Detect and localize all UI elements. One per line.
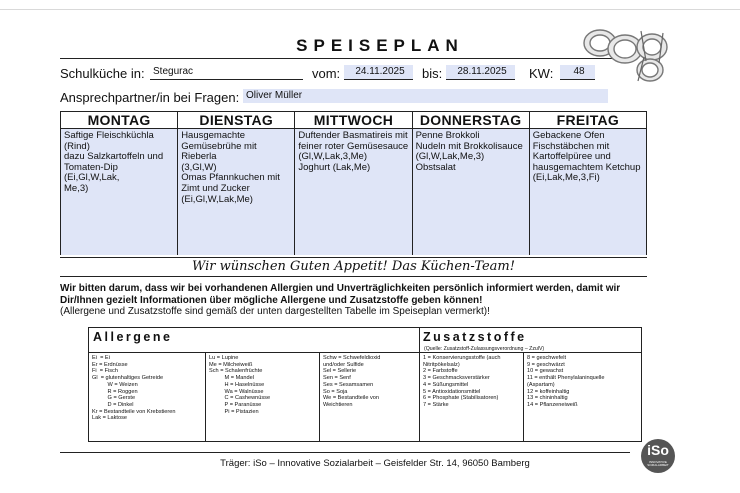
- allergy-notice: [60, 283, 660, 318]
- motto-banner: Wir wünschen Guten Appetit! Das Küchen-Team!: [60, 257, 647, 277]
- page-title: SPEISEPLAN: [296, 36, 464, 55]
- day-header-wednesday: MITTWOCH: [295, 112, 412, 129]
- day-header-thursday: DONNERSTAG: [412, 112, 529, 129]
- kitchen-field[interactable]: Stegurac: [150, 65, 303, 80]
- legend-box: [88, 327, 642, 442]
- iso-logo-text: iSo: [647, 442, 669, 458]
- additives-col-2: 8 = geschwefelt 9 = geschwärzt 10 = gewachst 11 = enthält Phenylalaninquelle (Aspartam) 12 = koffeinhaltig 13 = chininhaltig 14 = Pflanzeneiweiß: [527, 355, 605, 408]
- allergens-col-1: Ei = Ei Er = Erdnüsse Fi = Fisch Gl = glutenhaltiges Getreide W = Weizen R = Roggen G = Gerste D = Dinkel Kr = Bestandteile von Krebstieren Lak = Laktose: [92, 355, 176, 422]
- to-label: bis:: [422, 66, 443, 81]
- meal-text-monday: Saftige Fleischküchla (Rind) dazu Salzkartoffeln und Tomaten-Dip (Ei,Gl,W,Lak, Me,3): [64, 130, 164, 194]
- meal-cell-wednesday: [295, 129, 412, 256]
- meal-cell-friday: [529, 129, 646, 256]
- legend-col-divider-1: [205, 352, 206, 441]
- day-header-monday: MONTAG: [61, 112, 178, 129]
- week-field[interactable]: 48: [560, 65, 595, 80]
- meal-text-thursday: Penne Brokkoli Nudeln mit Brokkolisauce (Gl,W,Lak,Me,3) Obstsalat: [415, 130, 523, 173]
- additives-heading: Zusatzstoffe: [423, 330, 527, 344]
- allergens-col-3: Schw = Schwefeldioxid und/oder Sulfide Sel = Sellerie Sen = Senf Ses = Sesamsamen So = Soja We = Bestandteile von Weichtieren: [323, 355, 381, 408]
- day-header-tuesday: DIENSTAG: [178, 112, 295, 129]
- iso-logo: [641, 439, 675, 473]
- weekly-menu-table: [60, 111, 647, 255]
- meal-text-tuesday: Hausgemachte Gemüsebrühe mit Rieberla (3,Gl,W) Omas Pfannkuchen mit Zimt und Zucker (Ei,Gl,W,Lak,Me): [181, 130, 280, 205]
- meal-cell-thursday: [412, 129, 529, 256]
- iso-logo-subtext: INNOVATIVE SOZIALARBEIT: [647, 460, 669, 467]
- legend-main-divider: [419, 328, 420, 441]
- allergens-col-2: Lu = Lupine Me = Milcheiweiß Sch = Schalenfrüchte M = Mandel H = Haselnüsse Wa = Walnüsse C = Cashewnüsse P = Paranüsse Pi = Pistazien: [209, 355, 271, 415]
- contact-label: Ansprechpartner/in bei Fragen:: [60, 90, 240, 105]
- footer-text: Träger: iSo – Innovative Sozialarbeit – Geisfelder Str. 14, 96050 Bamberg: [220, 458, 530, 469]
- from-label: vom:: [312, 66, 341, 81]
- legend-col-divider-3: [523, 352, 524, 441]
- to-date-field[interactable]: 28.11.2025: [446, 65, 515, 80]
- meal-cell-tuesday: [178, 129, 295, 256]
- meal-cell-monday: [61, 129, 178, 256]
- additives-source: (Quelle: Zusatzstoff-Zulassungsverordnung – ZzulV): [424, 346, 545, 352]
- meal-text-wednesday: Duftender Basmatireis mit feiner roter Gemüsesauce (Gl,W,Lak,3,Me) Joghurt (Lak,Me): [298, 130, 409, 173]
- kitchen-label: Schulküche in:: [60, 66, 145, 81]
- meal-text-friday: Gebackene Ofen Fischstäbchen mit Kartoffelpüree und hausgemachtem Ketchup (Ei,Lak,Me,3,Fi): [532, 130, 641, 184]
- title-underline: [60, 58, 616, 59]
- allergy-notice-note: (Allergene und Zusatzstoffe sind gemäß der unten dargestellten Tabelle im Speiseplan vermerkt)!: [60, 306, 490, 317]
- contact-field[interactable]: Oliver Müller: [243, 89, 608, 103]
- allergy-notice-bold: Wir bitten darum, dass wir bei vorhandenen Allergien und Unverträglichkeiten persönlich informiert werden, damit wir Dir/Ihnen gezielt Informationen über mögliche Allergene und Zusatzstoffe geben können!: [60, 283, 621, 306]
- additives-col-1: 1 = Konservierungsstoffe (auch Nitritpökelsalz) 2 = Farbstoffe 3 = Geschmacksverstärker 4 = Süßungsmittel 5 = Antioxidationsmittel 6 = Phosphate (Stabilisatoren) 7 = Stärke: [423, 355, 501, 408]
- week-label: KW:: [529, 66, 554, 81]
- header-row: [60, 64, 620, 82]
- day-header-friday: FREITAG: [529, 112, 646, 129]
- allergens-heading: Allergene: [93, 330, 173, 344]
- from-date-field[interactable]: 24.11.2025: [344, 65, 413, 80]
- contact-row: [60, 88, 620, 106]
- legend-col-divider-2: [319, 352, 320, 441]
- legend-header-divider: [89, 352, 641, 353]
- footer-divider: [60, 452, 630, 453]
